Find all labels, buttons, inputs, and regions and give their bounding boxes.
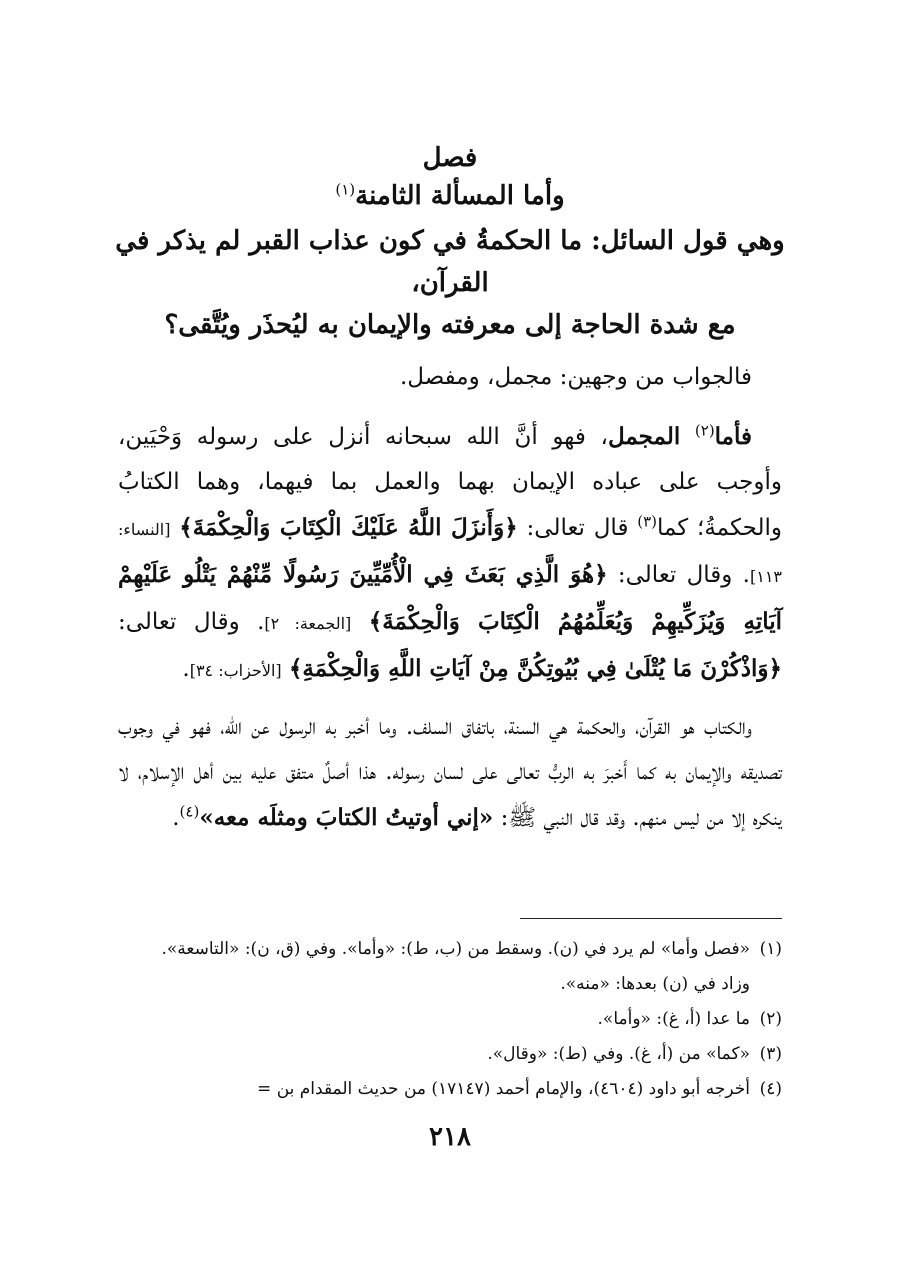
paragraph-text: ، فهو أنَّ الله سبحانه أنزل على رسوله وَحْيَين، وأوجب على عباده الإيمان بهما والعمل بما فيهما، وهما الكتابُ والحكمةُ؛ كما bbox=[118, 424, 783, 541]
footnote-number: (٢) bbox=[759, 1009, 782, 1029]
paragraph-summary bbox=[118, 414, 782, 693]
main-text bbox=[118, 355, 782, 841]
footnote-text: أخرجه أبو داود (٤٦٠٤)، والإمام أحمد (١٧١٤٧) من حديث المقدام بن = bbox=[257, 1079, 750, 1099]
verse-reference-2: [الجمعة: ٢] bbox=[264, 614, 352, 633]
quran-verse-1: ﴿وَأَنزَلَ اللَّهُ عَلَيْكَ الْكِتَابَ وَالْحِكْمَةَ﴾ bbox=[179, 514, 518, 541]
paragraph-text: والكتاب هو القرآن، والحكمة هي السنة، باتفاق السلف. وما أخبر به الرسول عن الله، فهو في وجوب تصديقه والإيمان به كما أَخبرَ به الربُّ تعالى على لسان رسوله. هذا أصلٌ متفق عليه بين أهل الإسلام، لا ينكره إلا من ليس منهم. وقد قال النبي ﷺ: bbox=[118, 714, 782, 831]
footnote-ref-4: (٤) bbox=[179, 802, 200, 821]
section-subtitle bbox=[100, 176, 800, 216]
paragraph-text-2: قال تعالى: bbox=[517, 515, 638, 541]
footnote-2 bbox=[118, 1002, 782, 1037]
footnote-1 bbox=[118, 932, 782, 967]
paragraph-text-3: . وقال تعالى: bbox=[607, 562, 750, 588]
quran-verse-3: ﴿وَاذْكُرْنَ مَا يُتْلَىٰ فِي بُيُوتِكُنَّ مِنْ آيَاتِ اللَّهِ وَالْحِكْمَةِ﴾ bbox=[288, 655, 782, 682]
page-number: ٢١٨ bbox=[429, 1122, 471, 1152]
footnote-3 bbox=[118, 1037, 782, 1072]
footnote-number: (٤) bbox=[759, 1079, 782, 1099]
question-line-1: وهي قول السائل: ما الحكمةُ في كون عذاب القبر لم يذكر في القرآن، bbox=[115, 226, 785, 298]
verse-reference-1: [النساء: ١١٣] bbox=[118, 520, 782, 586]
paragraph-lead: فأما bbox=[714, 423, 753, 450]
footnote-text: «فصل وأما» لم يرد في (ن). وسقط من (ب، ط): «وأما». وفي (ق، ن): «التاسعة». bbox=[161, 939, 750, 959]
footnote-divider bbox=[520, 918, 782, 919]
footnote-ref-3: (٣) bbox=[637, 512, 657, 531]
paragraph-end: . bbox=[172, 805, 180, 831]
footnote-text: ما عدا (أ، غ): «وأما». bbox=[597, 1009, 750, 1029]
footnotes bbox=[118, 932, 782, 1107]
quran-verse-2: ﴿هُوَ الَّذِي بَعَثَ فِي الْأُمِّيِّينَ رَسُولًا مِّنْهُمْ يَتْلُو عَلَيْهِمْ آيَاتِهِ وَيُزَكِّيهِمْ وَيُعَلِّمُهُمُ الْكِتَابَ وَالْحِكْمَةَ﴾ bbox=[118, 561, 783, 635]
subtitle-text: وأما المسألة الثامنة bbox=[355, 181, 565, 211]
footnote-1-continued: وزاد في (ن) بعدها: «منه». bbox=[560, 974, 750, 994]
verse-reference-3: [الأحزاب: ٣٤] bbox=[189, 661, 282, 680]
question-line-2: مع شدة الحاجة إلى معرفته والإيمان به ليُحذَر ويُتَّقى؟ bbox=[164, 310, 736, 340]
question-text bbox=[100, 220, 800, 346]
hadith-quote: «إني أوتيتُ الكتابَ ومثلَه معه» bbox=[199, 804, 494, 831]
footnote-ref-2: (٢) bbox=[694, 421, 715, 440]
footnote-text: «كما» من (أ، غ). وفي (ط): «وقال». bbox=[487, 1044, 750, 1064]
footnote-number: (٣) bbox=[759, 1044, 782, 1064]
footnote-4 bbox=[118, 1072, 782, 1107]
term-mujmal: المجمل bbox=[607, 423, 681, 450]
section-title: فصل bbox=[422, 143, 478, 173]
paragraph-end: . bbox=[182, 656, 190, 682]
footnote-number: (١) bbox=[759, 939, 782, 959]
answer-intro: فالجواب من وجهين: مجمل، ومفصل. bbox=[399, 364, 752, 390]
chapter-heading bbox=[100, 140, 800, 346]
footnote-ref-1: (١) bbox=[335, 180, 356, 199]
paragraph-sunnah bbox=[118, 705, 782, 841]
paragraph-text-4: . وقال تعالى: bbox=[118, 609, 265, 635]
